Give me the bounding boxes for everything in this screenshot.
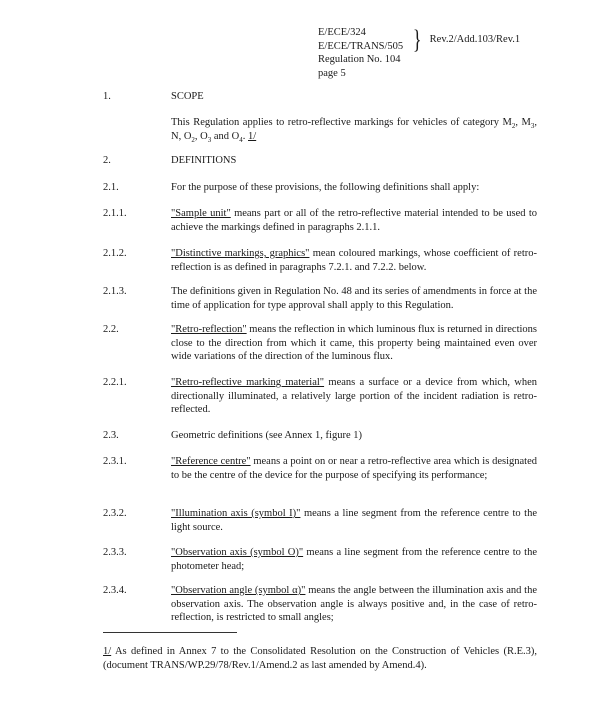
document-header <box>318 26 520 80</box>
document-symbol-block <box>318 26 520 53</box>
item-number: 2.3.2. <box>103 508 127 519</box>
item-text: For the purpose of these provisions, the following definitions shall apply: <box>171 182 480 193</box>
revision-label: Rev.2/Add.103/Rev.1 <box>429 33 521 45</box>
footnote-marker: 1/ <box>103 646 112 657</box>
item-number: 2.1. <box>103 182 119 193</box>
item-text: means a point on or near a retro-reflective area which is designated to be the centre of the device for the purpose of specifying its performance; <box>171 456 537 481</box>
item-number: 2.3.4. <box>103 585 127 596</box>
document-page: E/ECE/324 E/ECE/TRANS/505 } Rev.2/Add.103/Rev.1 Regulation No. 104 page 5 1. SCOPE This Regulation applies to retro-reflective markings for vehicles of category $M_2$, $M_3$, N, $O_2$, $O_3$ and $O_4$. 1/ 2. DEFINITIONS 2.1. For the purpose of these provisions, the following definitions shall apply: 2.1.1. "Sample unit" means part or all of the retro-reflective material intended to be used to achieve the markings defined in paragraphs 2.1.1. 2.1.2. "Distinctive markings, graphics" mean coloured markings, whose coefficient of retro-reflection is as defined in paragraphs 7.2.1. and 7.2.2. below. 2.1.3. The definitions given in Regulation No. 48 and its series of amendments in force at the time of application for type approval shall apply to this Regulation. 2.2. "Retro-reflection" means the reflection in which luminous flux is returned in directions close to the direction from which it came, this property being maintained even over wide variations of the direction of the luminous flux. 2.2.1. "Retro-reflective marking material" means a surface or a device from which, when directionally illuminated, a relatively large portion of the incident radiation is retro-reflected. 2.3. Geometric definitions (see Annex 1, figure 1) 2.3.1. "Reference centre" means a point on or near a retro-reflective area which is designated to be the centre of the device for the purpose of specifying its performance; 2.3.2. "Illumination axis (symbol I)" means a line segment from the reference centre to the light source. 2.3.3. "Observation axis (symbol O)" means a line segment from the reference centre to the photometer head; 2.3.4. "Observation angle (symbol α)" means the angle between the illumination axis and the observation axis. The observation angle is always positive and, in the case of retro-reflection, is restricted to small angles; 1/ As defined in Annex 7 to the Consolidated Resolution on the Construction of Vehicles (R.E.3), (document TRANS/WP.29/78/Rev.1/Amend.2 as last amended by Amend.4). <box>103 24 538 671</box>
defined-term: "Retro-reflection" <box>171 324 247 335</box>
item-number: 2.1.2. <box>103 248 127 259</box>
section-heading: SCOPE <box>171 91 204 102</box>
item-number: 2.2. <box>103 324 119 335</box>
item-number: 2.2.1. <box>103 377 127 388</box>
item-text: means the angle between the illumination axis and the observation axis. The observation angle is always positive and, in the case of retro-reflection, is restricted to small angles; <box>171 585 538 624</box>
document-symbol-1: E/ECE/324 <box>318 27 366 38</box>
item-text: means a line segment from the reference centre to the photometer head; <box>171 547 537 572</box>
section-heading: DEFINITIONS <box>171 155 237 166</box>
footnote-separator <box>103 632 237 633</box>
footnote-text: As defined in Annex 7 to the Consolidated Resolution on the Construction of Vehicles (R.E.3), (document TRANS/WP.29/78/Rev.1/Amend.2 as last amended by Amend.4). <box>103 646 537 671</box>
defined-term: "Illumination axis (symbol I)" <box>171 508 301 519</box>
item-text: means part or all of the retro-reflective material intended to be used to achieve the markings defined in paragraphs 2.1.1. <box>171 208 537 233</box>
page-number: page 5 <box>318 67 346 79</box>
defined-term: "Reference centre" <box>171 456 251 467</box>
item-number: 2.3.3. <box>103 547 127 558</box>
document-symbol-2: E/ECE/TRANS/505 <box>318 40 404 52</box>
item-text: means the reflection in which luminous flux is returned in directions close to the direction from which it came, this property being maintained even over wide variations of the direction of the luminous flux. <box>171 324 537 363</box>
defined-term: "Sample unit" <box>171 208 231 219</box>
item-text: Geometric definitions (see Annex 1, figure 1) <box>171 430 362 441</box>
footnote-reference-link[interactable]: 1/ <box>248 130 257 142</box>
defined-term: "Observation axis (symbol O)" <box>171 547 304 558</box>
brace-glyph: } <box>413 24 422 54</box>
regulation-number: Regulation No. 104 <box>318 54 401 66</box>
item-number: 2.1.3. <box>103 286 127 297</box>
item-text: The definitions given in Regulation No. 48 and its series of amendments in force at the time of application for type approval shall apply to this Regulation. <box>171 286 537 311</box>
defined-term: "Distinctive markings, graphics" <box>171 248 310 259</box>
item-number: 2.3.1. <box>103 456 127 467</box>
section-number: 2. <box>103 155 111 166</box>
defined-term: "Observation angle (symbol α)" <box>171 585 306 596</box>
item-text: mean coloured markings, whose coefficient of retro-reflection is as defined in paragraphs 7.2.1. and 7.2.2. below. <box>171 248 538 273</box>
section-number: 1. <box>103 91 111 102</box>
item-number: 2.1.1. <box>103 208 127 219</box>
defined-term: "Retro-reflective marking material" <box>171 377 325 388</box>
footnote <box>103 645 537 672</box>
item-text: means a surface or a device from which, when directionally illuminated, a relatively large portion of the incident radiation is retro-reflected. <box>171 377 538 416</box>
item-text: means a line segment from the reference centre to the light source. <box>171 508 537 533</box>
item-number: 2.3. <box>103 430 119 441</box>
